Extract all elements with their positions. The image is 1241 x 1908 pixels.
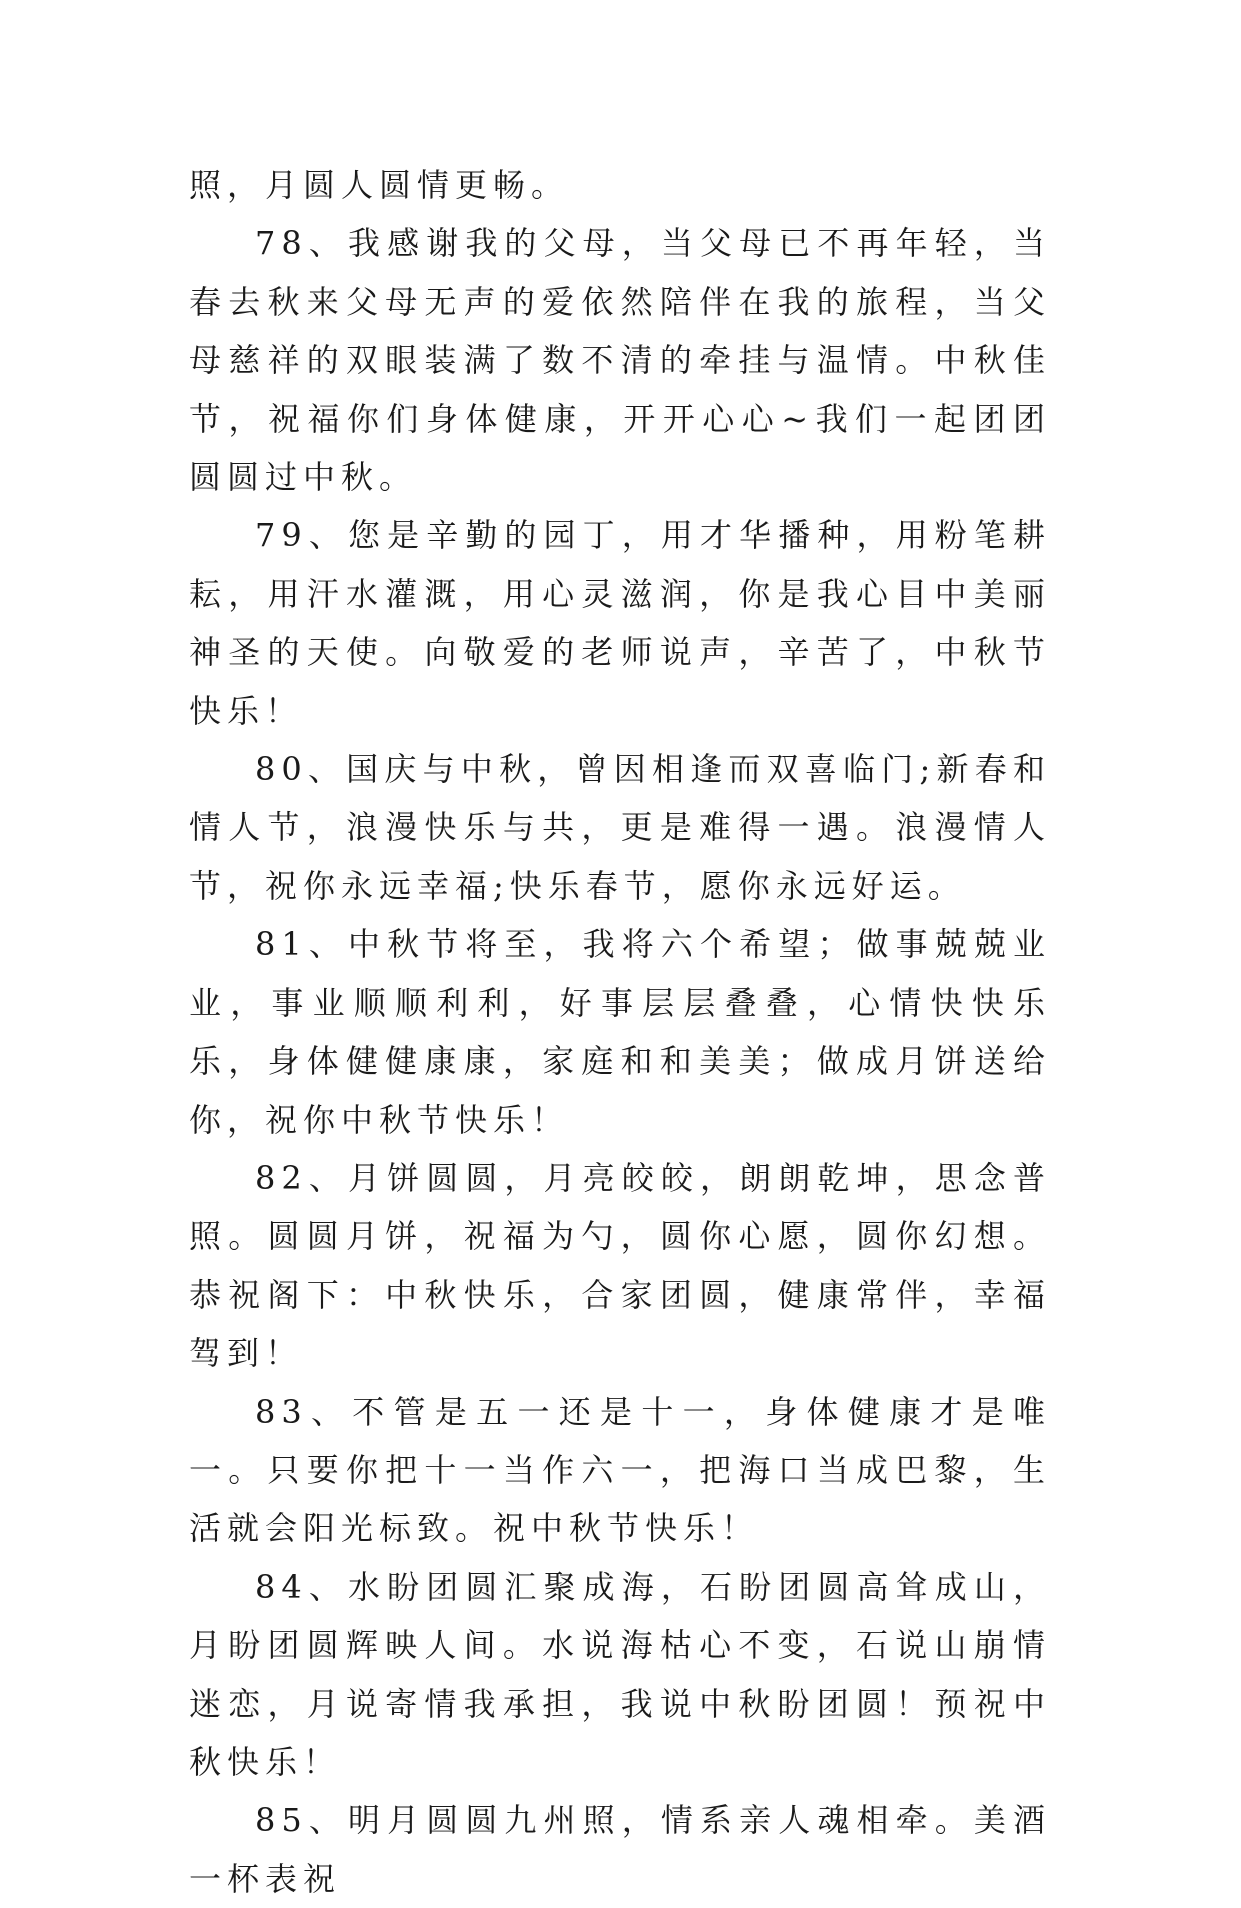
document-body	[189, 156, 1051, 1908]
paragraph-85: 85、明月圆圆九州照，情系亲人魂相牵。美酒一杯表祝	[189, 1801, 1051, 1898]
paragraph-82: 82、月饼圆圆，月亮皎皎，朗朗乾坤，思念普照。圆圆月饼，祝福为勺，圆你心愿，圆你幻想。恭祝阁下：中秋快乐，合家团圆，健康常伴，幸福驾到！	[189, 1158, 1051, 1373]
paragraph-78: 78、我感谢我的父母，当父母已不再年轻，当春去秋来父母无声的爱依然陪伴在我的旅程，当父母慈祥的双眼装满了数不清的牵挂与温情。中秋佳节，祝福你们身体健康，开开心心~我们一起团团圆圆过中秋。	[189, 224, 1051, 497]
paragraph-83: 83、不管是五一还是十一，身体健康才是唯一。只要你把十一当作六一，把海口当成巴黎，生活就会阳光标致。祝中秋节快乐！	[189, 1392, 1051, 1548]
paragraph-81: 81、中秋节将至，我将六个希望；做事兢兢业业，事业顺顺利利，好事层层叠叠，心情快快乐乐，身体健健康康，家庭和和美美；做成月饼送给你，祝你中秋节快乐！	[189, 925, 1051, 1139]
paragraph-80: 80、国庆与中秋，曾因相逢而双喜临门;新春和情人节，浪漫快乐与共，更是难得一遇。浪漫情人节，祝你永远幸福;快乐春节，愿你永远好运。	[189, 750, 1051, 905]
paragraph-84: 84、水盼团圆汇聚成海，石盼团圆高耸成山，月盼团圆辉映人间。水说海枯心不变，石说山崩情迷恋，月说寄情我承担，我说中秋盼团圆！预祝中秋快乐！	[189, 1567, 1051, 1781]
paragraph-continuation: 照，月圆人圆情更畅。	[189, 166, 570, 204]
paragraph-79: 79、您是辛勤的园丁，用才华播种，用粉笔耕耘，用汗水灌溉，用心灵滋润，你是我心目中美丽神圣的天使。向敬爱的老师说声，辛苦了，中秋节快乐！	[189, 516, 1051, 730]
